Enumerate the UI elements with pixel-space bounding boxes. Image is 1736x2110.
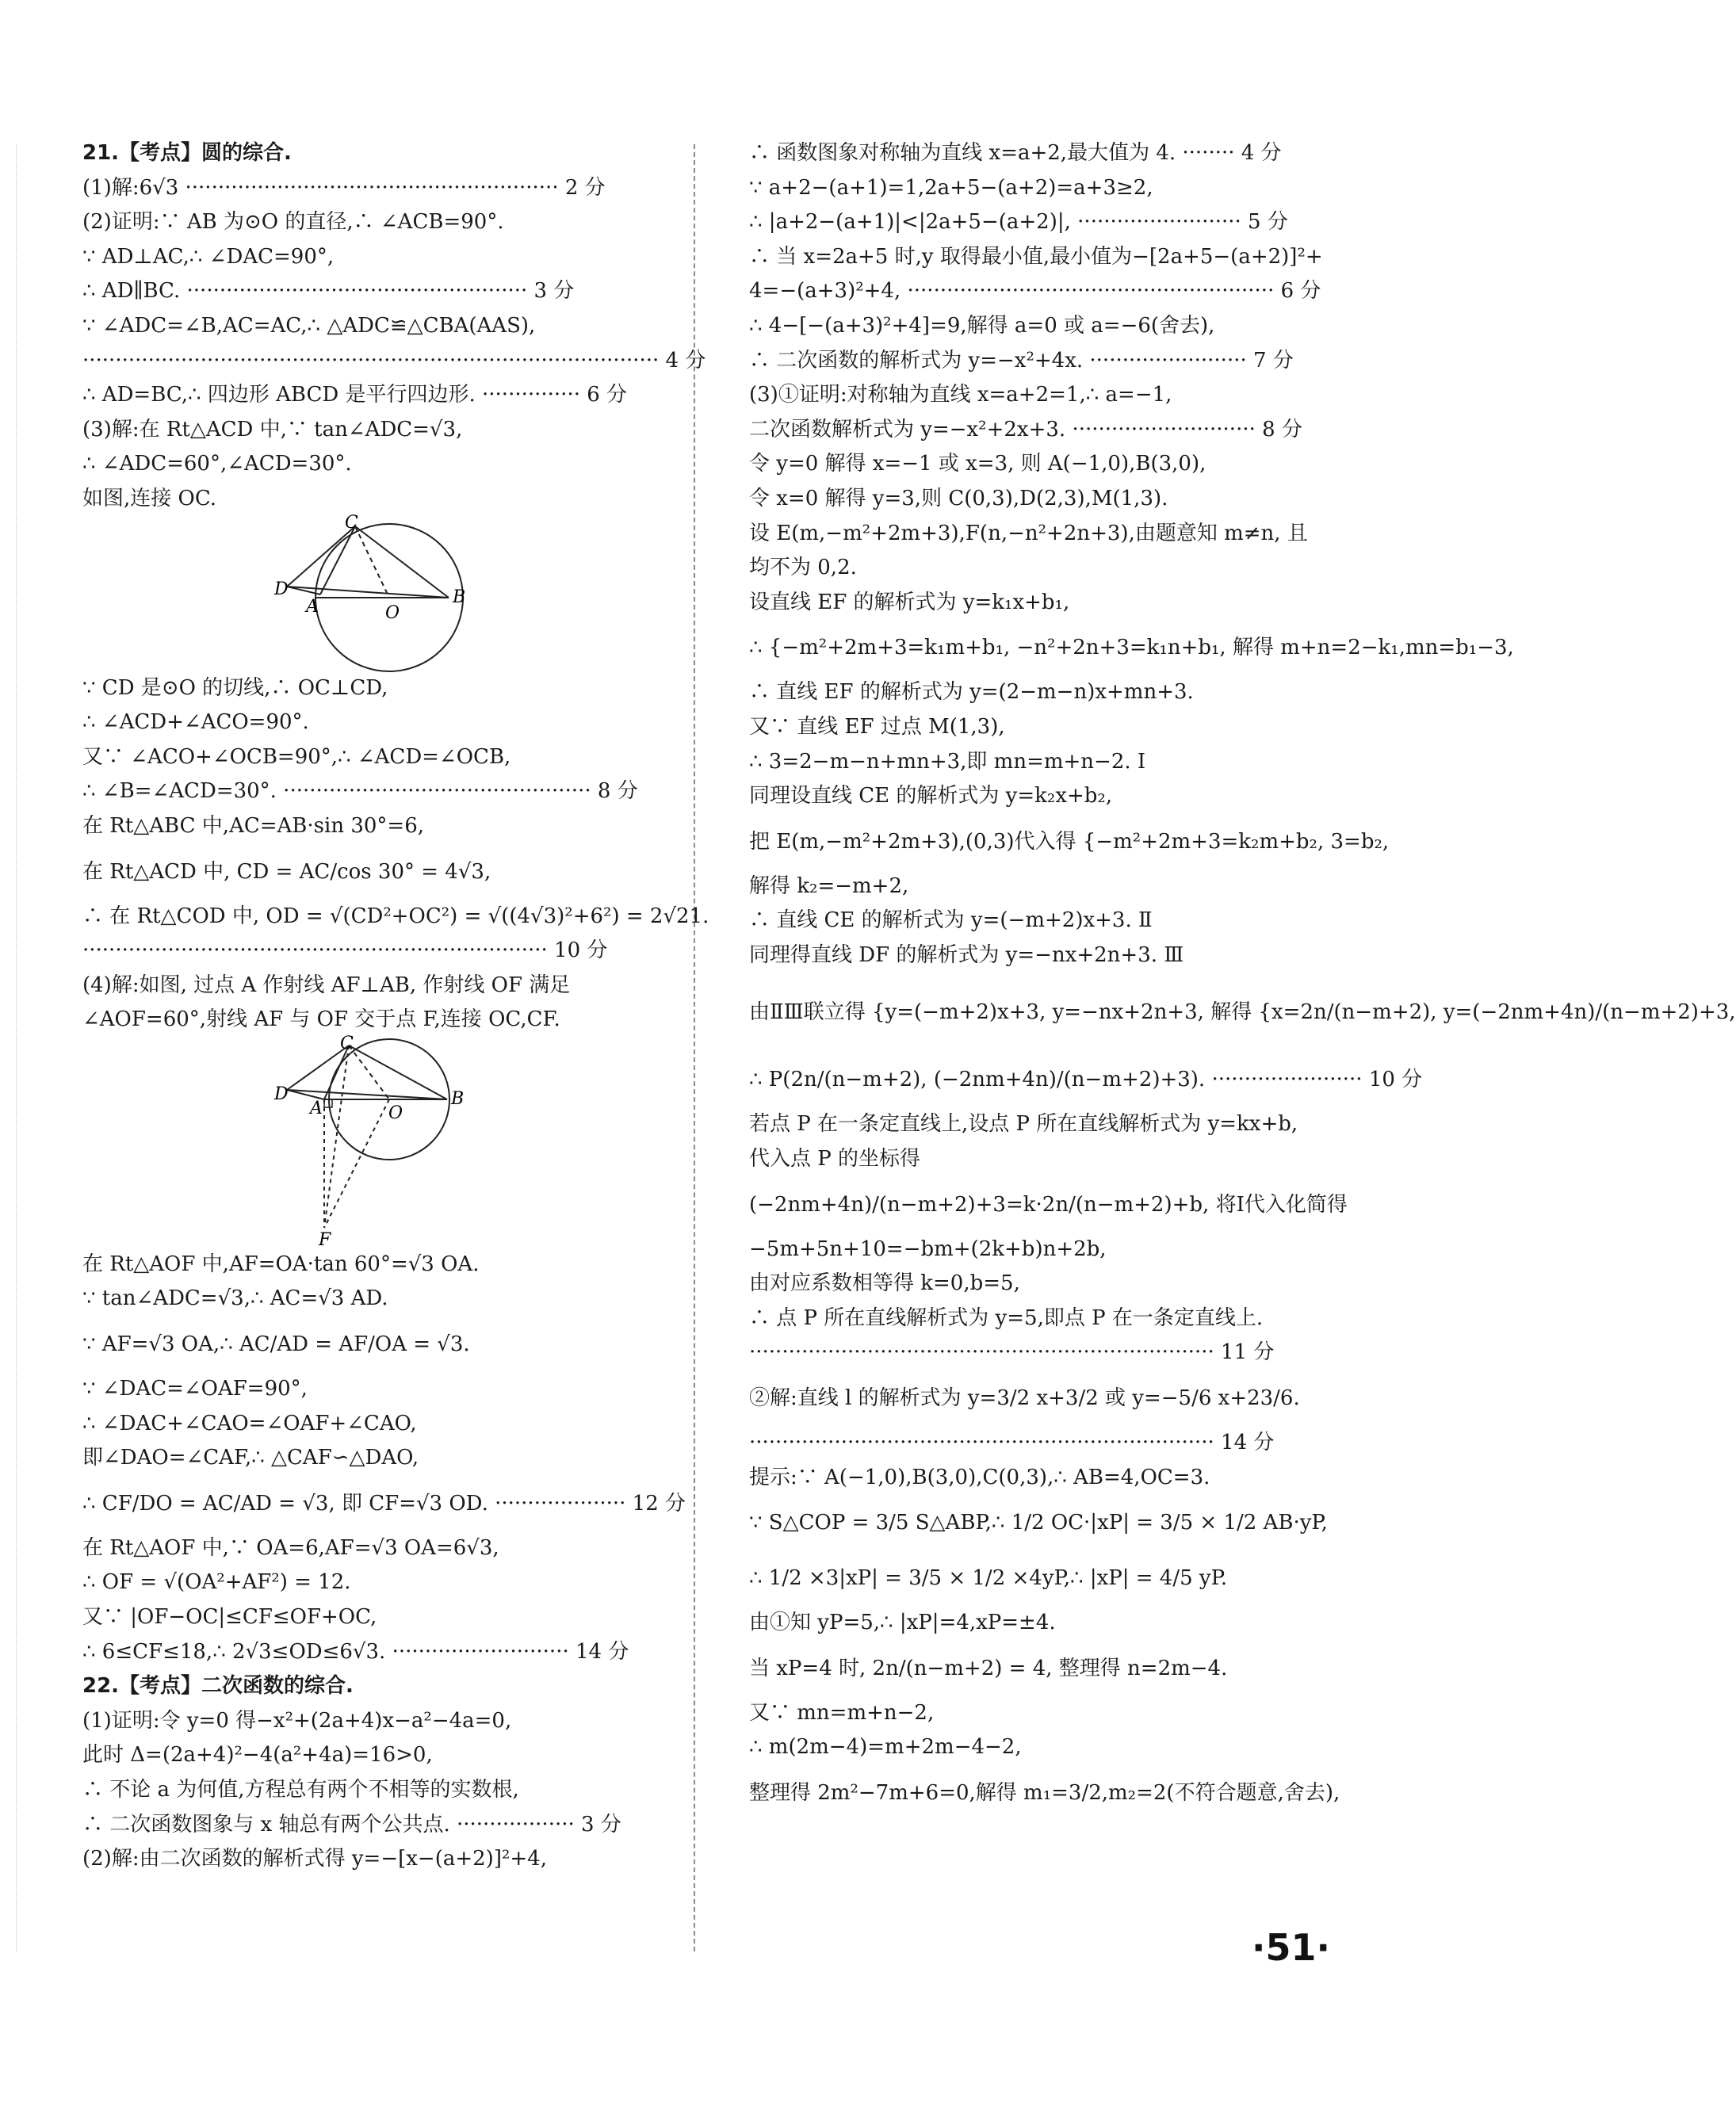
q21-part4-line13: ∴ 6≤CF≤18,∴ 2√3≤OD≤6√3. ··························· 14 分 xyxy=(82,1639,629,1664)
q22-part2-line1: (2)解:由二次函数的解析式得 y=−[x−(a+2)]²+4, xyxy=(82,1847,547,1871)
q21-part4-line12: 又∵ |OF−OC|≤CF≤OF+OC, xyxy=(82,1605,377,1630)
q21-part3-line11: ······································································· 10 分 xyxy=(82,938,608,963)
q22-r-line13: 均不为 0,2. xyxy=(749,556,857,580)
column-divider xyxy=(694,144,695,1951)
fig1-label-c: C xyxy=(345,512,358,533)
fig2-label-b: B xyxy=(451,1088,465,1109)
q22-r-line15: ∴ 直线 EF 的解析式为 y=(2−m−n)x+mn+3. xyxy=(749,680,1194,705)
page-number: ·51· xyxy=(1252,1926,1330,1969)
q22-r-line9: 二次函数解析式为 y=−x²+2x+3. ···························· 8 分 xyxy=(749,417,1302,441)
q22-r-line29: 提示:∵ A(−1,0),B(3,0),C(0,3),∴ AB=4,OC=3. xyxy=(749,1465,1210,1489)
circle-figure-1 xyxy=(82,512,658,671)
q21-part2-line2: ∵ AD⊥AC,∴ ∠DAC=90°, xyxy=(82,244,335,269)
q22-r-line26: ∴ 点 P 所在直线解析式为 y=5,即点 P 在一条定直线上. xyxy=(749,1305,1264,1330)
left-section-1 xyxy=(82,136,706,517)
q21-part4-line3: 在 Rt△AOF 中,AF=OA·tan 60°=√3 OA. xyxy=(82,1252,480,1276)
q21-part3-line10: ∴ 在 Rt△COD 中, OD = √(CD²+OC²) = √((4√3)²+6²) = 2√21. xyxy=(82,904,709,928)
q22-r-line18: 同理设直线 CE 的解析式为 y=k₂x+b₂, xyxy=(749,784,1113,808)
q21-part3-line3: 如图,连接 OC. xyxy=(82,486,217,510)
fig1-label-a: A xyxy=(306,596,319,617)
q21-part1: (1)解:6√3 ························································· 2 分 xyxy=(82,175,606,200)
q21-part3-line8: 在 Rt△ABC 中,AC=AB·sin 30°=6, xyxy=(82,813,425,838)
q22-r-line23: 代入点 P 的坐标得 xyxy=(749,1147,921,1172)
q22-r-system3: 由ⅡⅢ联立得 {y=(−m+2)x+3, y=−nx+2n+3, 解得 {x=2n/(n−m+2), y=(−2nm+4n)/(n−m+2)+3, xyxy=(749,1000,1736,1025)
circle-diagram-1 xyxy=(82,512,658,671)
q22-r-line-l: ②解:直线 l 的解析式为 y=3/2 x+3/2 或 y=−5/6 x+23/6. xyxy=(749,1386,1300,1411)
q22-r-line5: 4=−(a+3)²+4, ························································ 6 分 xyxy=(749,279,1321,304)
q21-part3-line5: ∴ ∠ACD+∠ACO=90°. xyxy=(82,710,309,735)
q21-part2-line3: ∴ AD∥BC. ···················································· 3 分 xyxy=(82,279,575,304)
q21-part4-line9: ∴ CF/DO = AC/AD = √3, 即 CF=√3 OD. ···················· 12 分 xyxy=(82,1491,686,1516)
q22-r-line22: 若点 P 在一条定直线上,设点 P 所在直线解析式为 y=kx+b, xyxy=(749,1112,1298,1137)
q22-r-line30: 由①知 yP=5,∴ |xP|=4,xP=±4. xyxy=(749,1611,1056,1635)
q22-r-line12: 设 E(m,−m²+2m+3),F(n,−n²+2n+3),由题意知 m≠n, 且 xyxy=(749,521,1308,545)
q22-r-line10: 令 y=0 解得 x=−1 或 x=3, 则 A(−1,0),B(3,0), xyxy=(749,452,1206,476)
q21-part4-line4: ∵ tan∠ADC=√3,∴ AC=√3 AD. xyxy=(82,1286,388,1311)
q21-part4-line2: ∠AOF=60°,射线 AF 与 OF 交于点 F,连接 OC,CF. xyxy=(82,1007,560,1032)
q22-r-line20: ∴ 直线 CE 的解析式为 y=(−m+2)x+3. Ⅱ xyxy=(749,908,1153,933)
q22-r-line24: −5m+5n+10=−bm+(2k+b)n+2b, xyxy=(749,1237,1107,1261)
q21-part3-line7: ∴ ∠B=∠ACD=30°. ··············································· 8 分 xyxy=(82,779,638,804)
q22-r-substitution: (−2nm+4n)/(n−m+2)+3=k·2n/(n−m+2)+b, 将Ⅰ代入化简得 xyxy=(749,1192,1348,1217)
circle-figure-2 xyxy=(82,1033,658,1250)
q22-r-line19: 解得 k₂=−m+2, xyxy=(749,873,909,898)
q21-part2-line1: (2)证明:∵ AB 为⊙O 的直径,∴ ∠ACB=90°. xyxy=(82,210,504,235)
q22-r-line32: ∴ m(2m−4)=m+2m−4−2, xyxy=(749,1735,1022,1760)
q22-r-line17: ∴ 3=2−m−n+mn+3,即 mn=m+n−2. Ⅰ xyxy=(749,749,1146,774)
q22-r-line25: 由对应系数相等得 k=0,b=5, xyxy=(749,1271,1020,1296)
q22-part1-line1: (1)证明:令 y=0 得−x²+(2a+4)x−a²−4a=0, xyxy=(82,1708,512,1733)
fig1-label-b: B xyxy=(453,587,466,607)
q21-part4-line5: ∵ AF=√3 OA,∴ AC/AD = AF/OA = √3. xyxy=(82,1332,470,1357)
q21-part2-line4: ∵ ∠ADC=∠B,AC=AC,∴ △ADC≌△CBA(AAS), xyxy=(82,313,536,338)
q21-part4-line8: 即∠DAO=∠CAF,∴ △CAF∽△DAO, xyxy=(82,1446,419,1470)
q22-part1-line4: ∴ 二次函数图象与 x 轴总有两个公共点. ·················· 3 分 xyxy=(82,1812,621,1837)
q22-r-last: 整理得 2m²−7m+6=0,解得 m₁=3/2,m₂=2(不符合题意,舍去), xyxy=(749,1781,1340,1805)
q22-r-line7: ∴ 二次函数的解析式为 y=−x²+4x. ························ 7 分 xyxy=(749,348,1294,373)
q21-part4-line6: ∵ ∠DAC=∠OAF=90°, xyxy=(82,1377,308,1401)
fig2-label-f: F xyxy=(319,1229,331,1250)
q21-part4-line10: 在 Rt△AOF 中,∵ OA=6,AF=√3 OA=6√3, xyxy=(82,1535,499,1560)
q21-part2-line6: ∴ AD=BC,∴ 四边形 ABCD 是平行四边形. ··············· 6 分 xyxy=(82,383,628,407)
q21-part3-line2: ∴ ∠ADC=60°,∠ACD=30°. xyxy=(82,452,352,476)
q21-part3-line9: 在 Rt△ACD 中, CD = AC/cos 30° = 4√3, xyxy=(82,859,491,884)
q22-r-line21: 同理得直线 DF 的解析式为 y=−nx+2n+3. Ⅲ xyxy=(749,942,1184,967)
q22-r-point-p: ∴ P(2n/(n−m+2), (−2nm+4n)/(n−m+2)+3). ······················· 10 分 xyxy=(749,1068,1423,1092)
left-section-3 xyxy=(82,1248,686,1877)
circle-diagram-2 xyxy=(82,1033,658,1250)
q21-part3-line1: (3)解:在 Rt△ACD 中,∵ tan∠ADC=√3, xyxy=(82,417,463,441)
q22-part1-line2: 此时 Δ=(2a+4)²−4(a²+4a)=16>0, xyxy=(82,1743,433,1768)
right-column xyxy=(749,136,1736,1821)
q22-r-line4: ∴ 当 x=2a+5 时,y 取得最小值,最小值为−[2a+5−(a+2)]²+ xyxy=(749,244,1323,269)
q22-r-line6: ∴ 4−[−(a+3)²+4]=9,解得 a=0 或 a=−6(舍去), xyxy=(749,313,1215,338)
q22-part1-line3: ∴ 不论 a 为何值,方程总有两个不相等的实数根, xyxy=(82,1778,519,1802)
q22-r-line3: ∴ |a+2−(a+1)|<|2a+5−(a+2)|, ························· 5 分 xyxy=(749,210,1288,235)
q22-r-xp-abs: ∴ 1/2 ×3|xP| = 3/5 × 1/2 ×4yP,∴ |xP| = 4/5 yP. xyxy=(749,1566,1228,1591)
q21-part3-line4: ∵ CD 是⊙O 的切线,∴ OC⊥CD, xyxy=(82,675,388,700)
q22-r-line8: (3)①证明:对称轴为直线 x=a+2=1,∴ a=−1, xyxy=(749,383,1172,407)
q21-part3-line6: 又∵ ∠ACO+∠OCB=90°,∴ ∠ACD=∠OCB, xyxy=(82,744,511,769)
q22-r-line14: 设直线 EF 的解析式为 y=k₁x+b₁, xyxy=(749,590,1070,614)
q22-r-line2: ∵ a+2−(a+1)=1,2a+5−(a+2)=a+3≥2, xyxy=(749,175,1153,200)
fig1-label-d: D xyxy=(274,579,289,599)
q21-part4-line7: ∴ ∠DAC+∠CAO=∠OAF+∠CAO, xyxy=(82,1411,417,1435)
q21-heading: 21.【考点】圆的综合. xyxy=(82,141,292,165)
q22-r-area: ∵ S△COP = 3/5 S△ABP,∴ 1/2 OC·|xP| = 3/5 × 1/2 AB·yP, xyxy=(749,1511,1328,1535)
q22-r-system1: ∴ {−m²+2m+3=k₁m+b₁, −n²+2n+3=k₁n+b₁, 解得 m+n=2−k₁,mn=b₁−3, xyxy=(749,636,1514,660)
q21-part4-line11: ∴ OF = √(OA²+AF²) = 12. xyxy=(82,1570,351,1595)
fig2-label-d: D xyxy=(274,1084,289,1104)
q22-r-line31: 又∵ mn=m+n−2, xyxy=(749,1700,935,1725)
page-edge-marker xyxy=(16,144,17,1951)
fig2-label-a: A xyxy=(310,1098,323,1118)
q21-part2-line5: ························································································ 4 分 xyxy=(82,348,706,373)
left-column xyxy=(82,136,709,1877)
fig2-label-o: O xyxy=(388,1103,403,1123)
fig2-label-c: C xyxy=(340,1033,354,1053)
q22-r-line28: ······································································· 14 分 xyxy=(749,1431,1275,1455)
q22-r-line11: 令 x=0 解得 y=3,则 C(0,3),D(2,3),M(1,3). xyxy=(749,486,1168,510)
q22-heading: 22.【考点】二次函数的综合. xyxy=(82,1674,354,1699)
q22-r-line27: ······································································· 11 分 xyxy=(749,1340,1275,1365)
q21-part4-line1: (4)解:如图, 过点 A 作射线 AF⊥AB, 作射线 OF 满足 xyxy=(82,973,571,997)
q22-r-line1: ∴ 函数图象对称轴为直线 x=a+2,最大值为 4. ········ 4 分 xyxy=(749,141,1282,165)
left-section-2 xyxy=(82,671,709,1038)
q22-r-system2: 把 E(m,−m²+2m+3),(0,3)代入得 {−m²+2m+3=k₂m+b₂, 3=b₂, xyxy=(749,829,1390,854)
q22-r-line16: 又∵ 直线 EF 过点 M(1,3), xyxy=(749,714,1005,739)
fig1-label-o: O xyxy=(385,602,400,623)
q22-r-xp-eq: 当 xP=4 时, 2n/(n−m+2) = 4, 整理得 n=2m−4. xyxy=(749,1656,1228,1680)
